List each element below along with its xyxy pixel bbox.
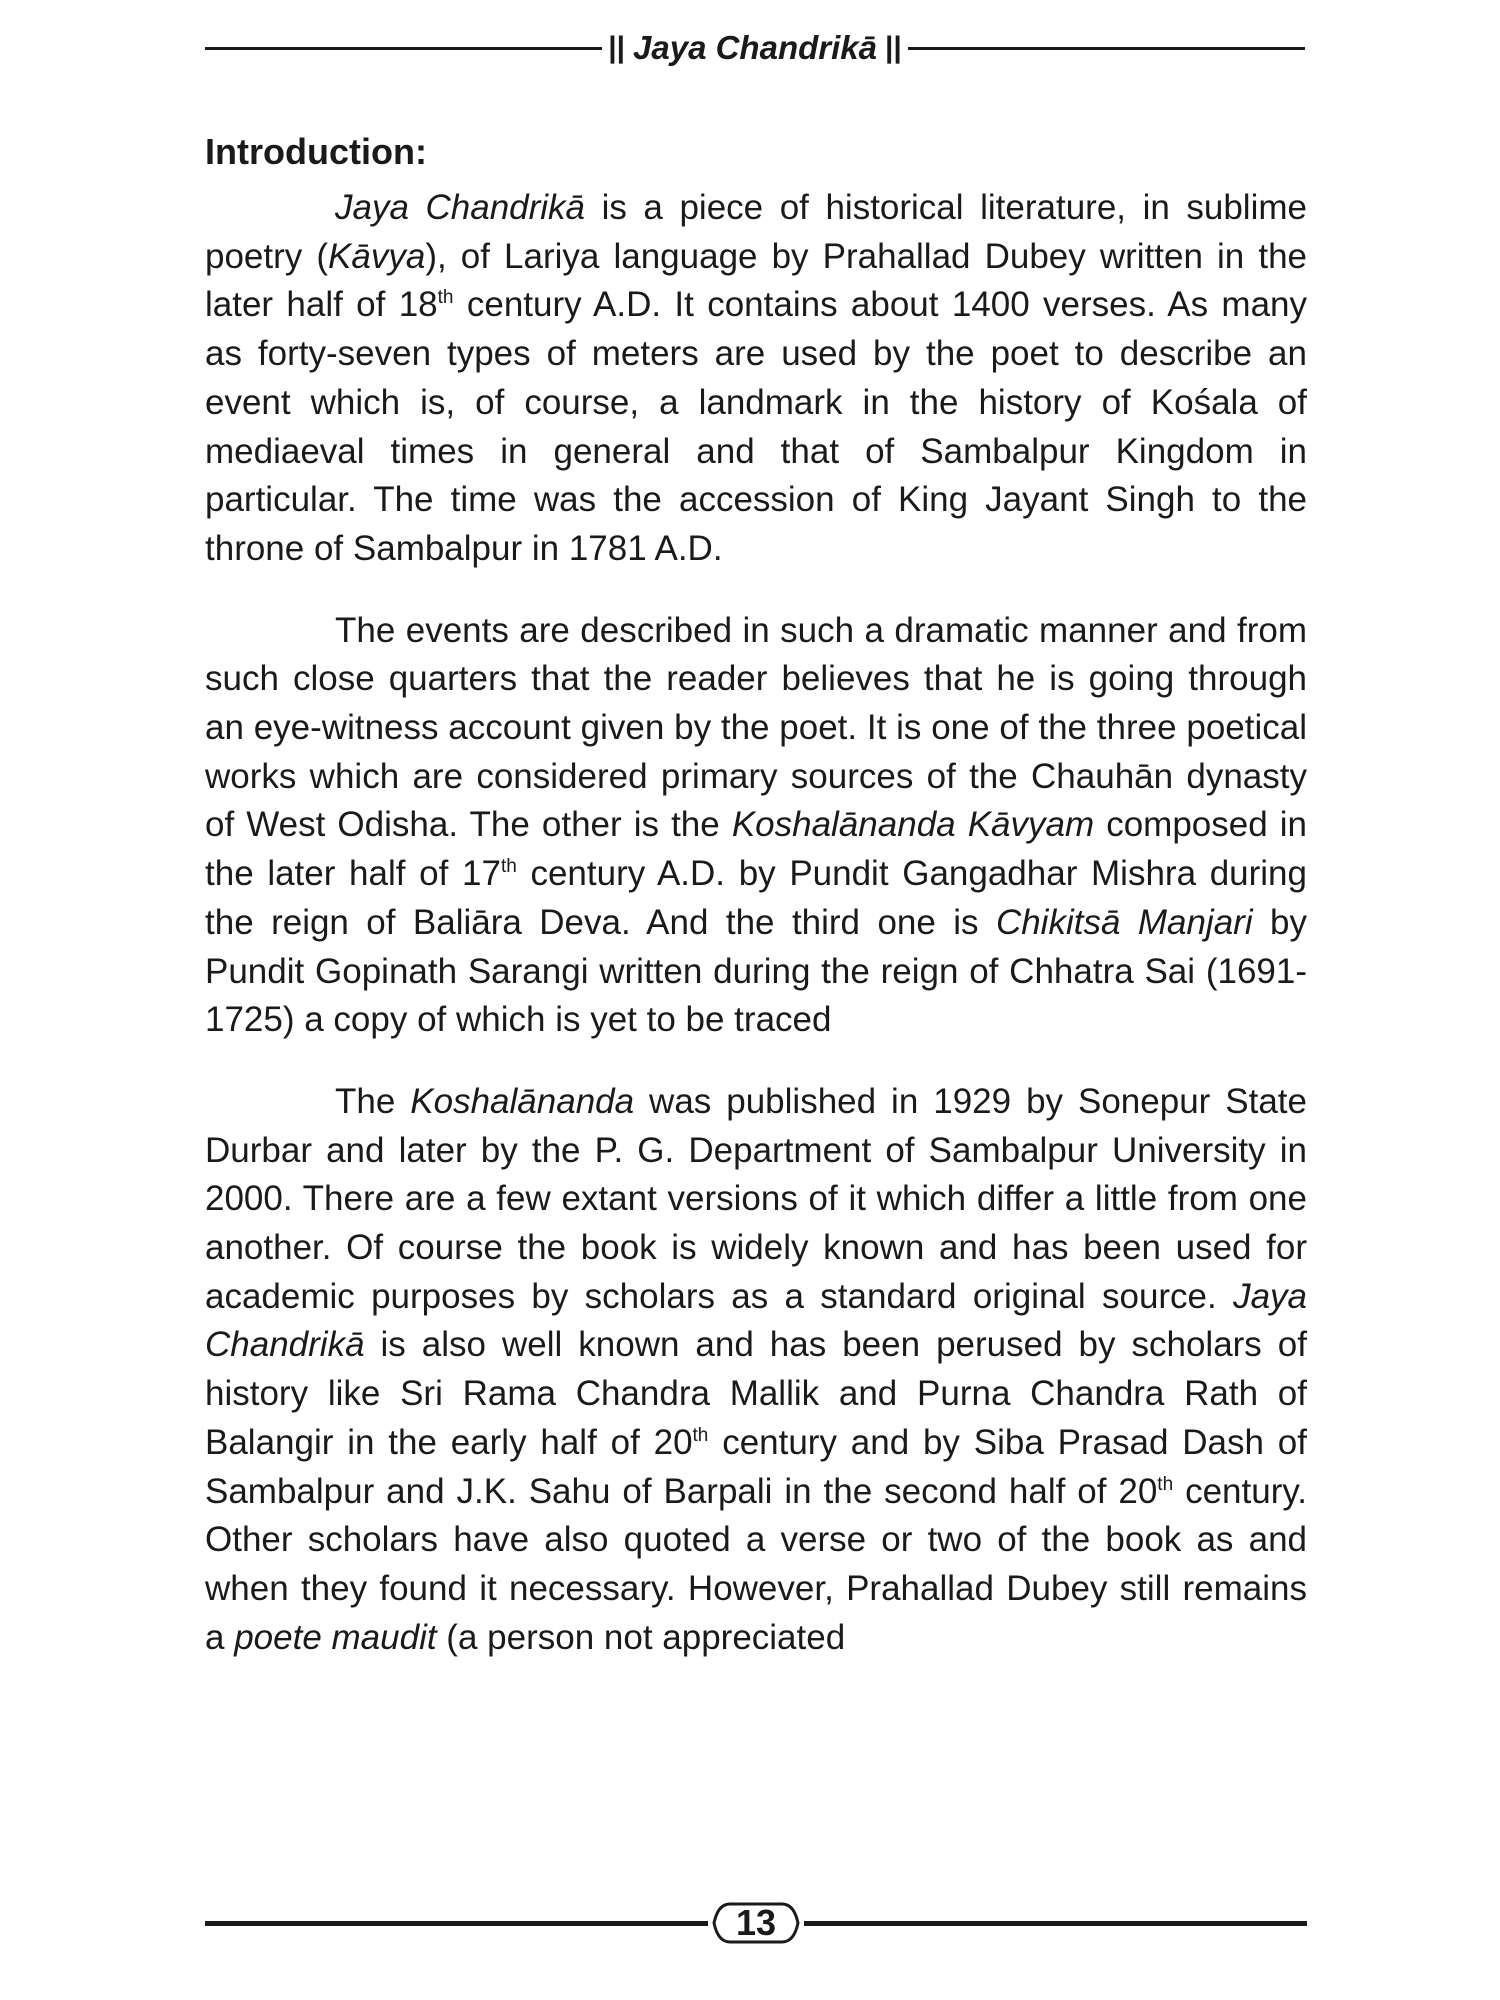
page-footer <box>205 1898 1307 1948</box>
ordinal-superscript: th <box>1157 1473 1174 1495</box>
paragraph-text: The <box>335 1081 411 1121</box>
ordinal-superscript: th <box>500 856 517 878</box>
paragraph-text: The events are described in such a dramatic manner and from such close quarters that the reader believes that he is going through an eye-witness account given by the poet. It is one of the three poetical works which are considered primary sources of the Chauhān dynasty of West Odisha. The other is the <box>205 610 1307 845</box>
paragraph-text: by Pundit Gopinath Sarangi written during the reign of Chhatra Sai (1691-1725) a copy of which is yet to be traced <box>205 902 1307 1040</box>
paragraph-text: century and by Siba Prasad Dash of Sambalpur and J.K. Sahu of Barpali in the second half of 20 <box>205 1422 1307 1511</box>
header-right-mark: || <box>884 31 902 64</box>
book-title: Chikitsā Manjari <box>995 902 1253 942</box>
book-title: Jaya Chandrikā <box>205 1276 1307 1365</box>
footer-rule-left <box>205 1921 708 1926</box>
paragraph-text: ), of Lariya language by Prahallad Dubey written in the later half of 18 <box>205 236 1308 325</box>
paragraph-text: is a piece of historical literature, in sublime poetry ( <box>205 188 1307 276</box>
paragraph-text: century. Other scholars have also quoted a verse or two of the book as and when they found it necessary. However, Prahallad Dubey still remains a <box>205 1471 1307 1657</box>
page-number-text: 13 <box>735 1902 777 1943</box>
page-number <box>708 1900 804 1946</box>
page-body <box>205 128 1307 1662</box>
term-italic: Kāvya <box>328 236 426 276</box>
paragraph-text: (a person not appreciated <box>436 1617 846 1657</box>
ordinal-superscript: th <box>692 1424 709 1446</box>
paragraph-3 <box>205 1078 1307 1662</box>
paragraph-text: was published in 1929 by Sonepur State Durbar and later by the P. G. Department of Sambalpur University in 2000. There are a few extant versions of it which differ a little from one another. Of course the book is widely known and has been used for academic purposes by scholars as a stand <box>205 1081 1307 1316</box>
paragraph-text: century A.D. It contains about 1400 verses. As many as forty-seven types of meters are used by the poet to describe an event which is, of course, a landmark in the history of Kośala of mediaeval times in general and that of Sambalpur Kingdom in particular. The time was the accession of King Jayant Singh to the throne of Sambalpur in 1781 A.D. <box>205 285 1308 568</box>
section-heading: Introduction: <box>205 131 427 172</box>
header-left-mark: || <box>608 31 626 64</box>
phrase-italic: poete maudit <box>234 1617 437 1657</box>
paragraph-text: century A.D. by Pundit Gangadhar Mishra during the reign of Baliāra Deva. And the third one is <box>205 854 1307 942</box>
paragraph-text: ard original source. <box>905 1276 1234 1316</box>
book-title: Koshalānanda <box>410 1081 635 1121</box>
book-title: Koshalānanda Kāvyam <box>731 805 1095 845</box>
running-header <box>205 28 1305 68</box>
paragraph-2 <box>205 607 1307 1045</box>
footer-rule-right <box>804 1921 1307 1926</box>
paragraph-text: is also well known and has been perused by scholars of history like Sri Rama Chandra Mallik and Purna Chandra Rath of Balangir in the early half of 20 <box>205 1325 1307 1462</box>
paragraph-1 <box>205 184 1307 574</box>
ordinal-superscript: th <box>437 287 454 309</box>
header-rule-left <box>205 47 602 50</box>
running-title: Jaya Chandrikā <box>633 29 877 66</box>
book-title: Jaya Chandrikā <box>335 188 586 227</box>
header-rule-right <box>908 47 1305 50</box>
paragraph-text: composed in the later half of 17 <box>205 805 1308 894</box>
